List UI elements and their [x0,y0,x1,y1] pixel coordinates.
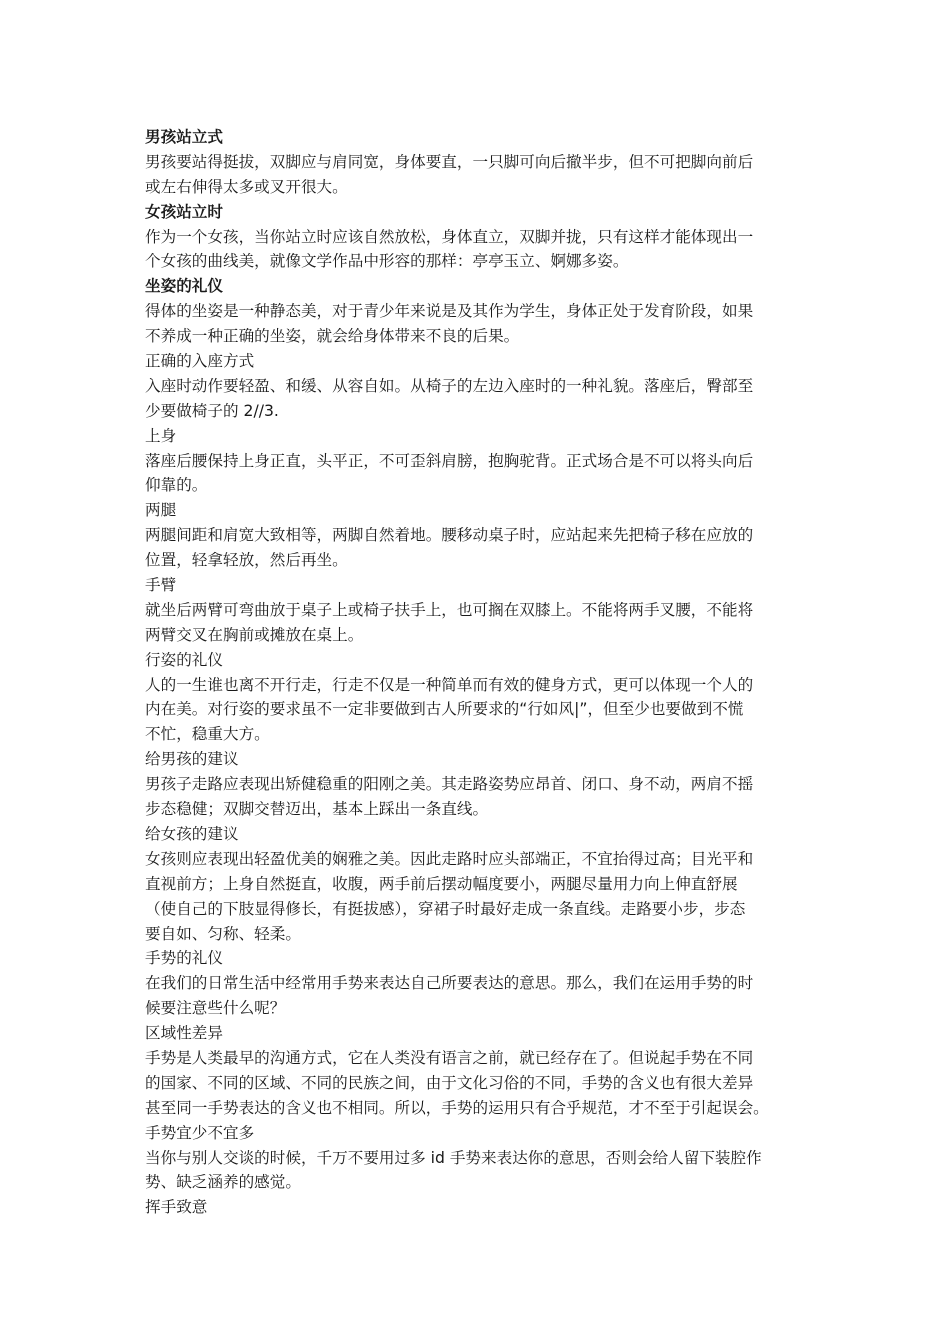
text-line: 手势是人类最早的沟通方式，它在人类没有语言之前，就已经存在了。但说起手势在不同 [145,1048,754,1067]
text-line: 的国家、不同的区域、不同的民族之间，由于文化习俗的不同，手势的含义也有很大差异 [145,1073,754,1092]
text-line: 步态稳健；双脚交替迈出，基本上踩出一条直线。 [145,800,489,819]
section-heading: 坐姿的礼仪 [145,277,223,296]
text-line: 当你与别人交谈的时候，千万不要用过多 id 手势来表达你的意思，否则会给人留下装腔作 [145,1148,762,1167]
text-line: 行姿的礼仪 [145,650,223,669]
text-line: 或左右伸得太多或叉开很大。 [145,177,348,196]
text-line: 手臂 [145,576,177,595]
text-line: 手势的礼仪 [145,949,223,968]
text-line: 得体的坐姿是一种静态美，对于青少年来说是及其作为学生，身体正处于发育阶段，如果 [145,302,754,321]
text-line: 作为一个女孩，当你站立时应该自然放松，身体直立，双脚并拢，只有这样才能体现出一 [145,227,754,246]
text-line: 手势宜少不宜多 [145,1123,255,1142]
text-line: 直视前方；上身自然挺直，收腹，两手前后摆动幅度要小，两腿尽量用力向上伸直舒展 [145,874,738,893]
text-line: 不忙，稳重大方。 [145,725,270,744]
text-line: 男孩子走路应表现出矫健稳重的阳刚之美。其走路姿势应昂首、闭口、身不动，两肩不摇 [145,775,754,794]
section-heading: 女孩站立时 [145,202,223,221]
text-line: 挥手致意 [145,1198,208,1217]
text-line: 给女孩的建议 [145,824,239,843]
text-line: 落座后腰保持上身正直，头平正，不可歪斜肩膀，抱胸驼背。正式场合是不可以将头向后 [145,451,754,470]
text-line: 仰靠的。 [145,476,208,495]
text-line: 候要注意些什么呢？ [145,999,286,1018]
text-line: 两腿 [145,501,177,520]
text-line: 位置，轻拿轻放，然后再坐。 [145,551,348,570]
text-line: 区域性差异 [145,1024,223,1043]
text-line: 内在美。对行姿的要求虽不一定非要做到古人所要求的“行如风|”，但至少也要做到不慌 [145,700,744,719]
text-line: 女孩则应表现出轻盈优美的娴雅之美。因此走路时应头部端正，不宜抬得过高；目光平和 [145,849,754,868]
text-line: 就坐后两臂可弯曲放于桌子上或椅子扶手上，也可搁在双膝上。不能将两手叉腰，不能将 [145,600,754,619]
text-line: 男孩要站得挺拔，双脚应与肩同宽，身体要直，一只脚可向后撤半步，但不可把脚向前后 [145,152,754,171]
section-heading: 男孩站立式 [145,128,223,146]
text-line: 少要做椅子的 2//3. [145,401,279,420]
text-line: 人的一生谁也离不开行走，行走不仅是一种简单而有效的健身方式，更可以体现一个人的 [145,675,754,694]
text-line: 要自如、匀称、轻柔。 [145,924,301,943]
text-line: 势、缺乏涵养的感觉。 [145,1173,301,1192]
text-line: 在我们的日常生活中经常用手势来表达自己所要表达的意思。那么，我们在运用手势的时 [145,974,754,993]
text-line: 入座时动作要轻盈、和缓、从容自如。从椅子的左边入座时的一种礼貌。落座后，臀部至 [145,376,754,395]
text-line: 两臂交叉在胸前或摊放在桌上。 [145,625,364,644]
text-line: 甚至同一手势表达的含义也不相同。所以，手势的运用只有合乎规范，才不至于引起误会。 [145,1098,769,1117]
text-line: 上身 [145,426,177,445]
text-line: 个女孩的曲线美，就像文学作品中形容的那样：亭亭玉立、婀娜多姿。 [145,252,629,271]
text-line: 给男孩的建议 [145,750,239,769]
text-line: 正确的入座方式 [145,352,255,371]
document-body [145,125,810,1220]
text-line: （使自己的下肢显得修长，有挺拔感），穿裙子时最好走成一条直线。走路要小步，步态 [145,899,746,918]
text-line: 不养成一种正确的坐姿，就会给身体带来不良的后果。 [145,327,520,346]
text-line: 两腿间距和肩宽大致相等，两脚自然着地。腰移动桌子时，应站起来先把椅子移在应放的 [145,526,754,545]
